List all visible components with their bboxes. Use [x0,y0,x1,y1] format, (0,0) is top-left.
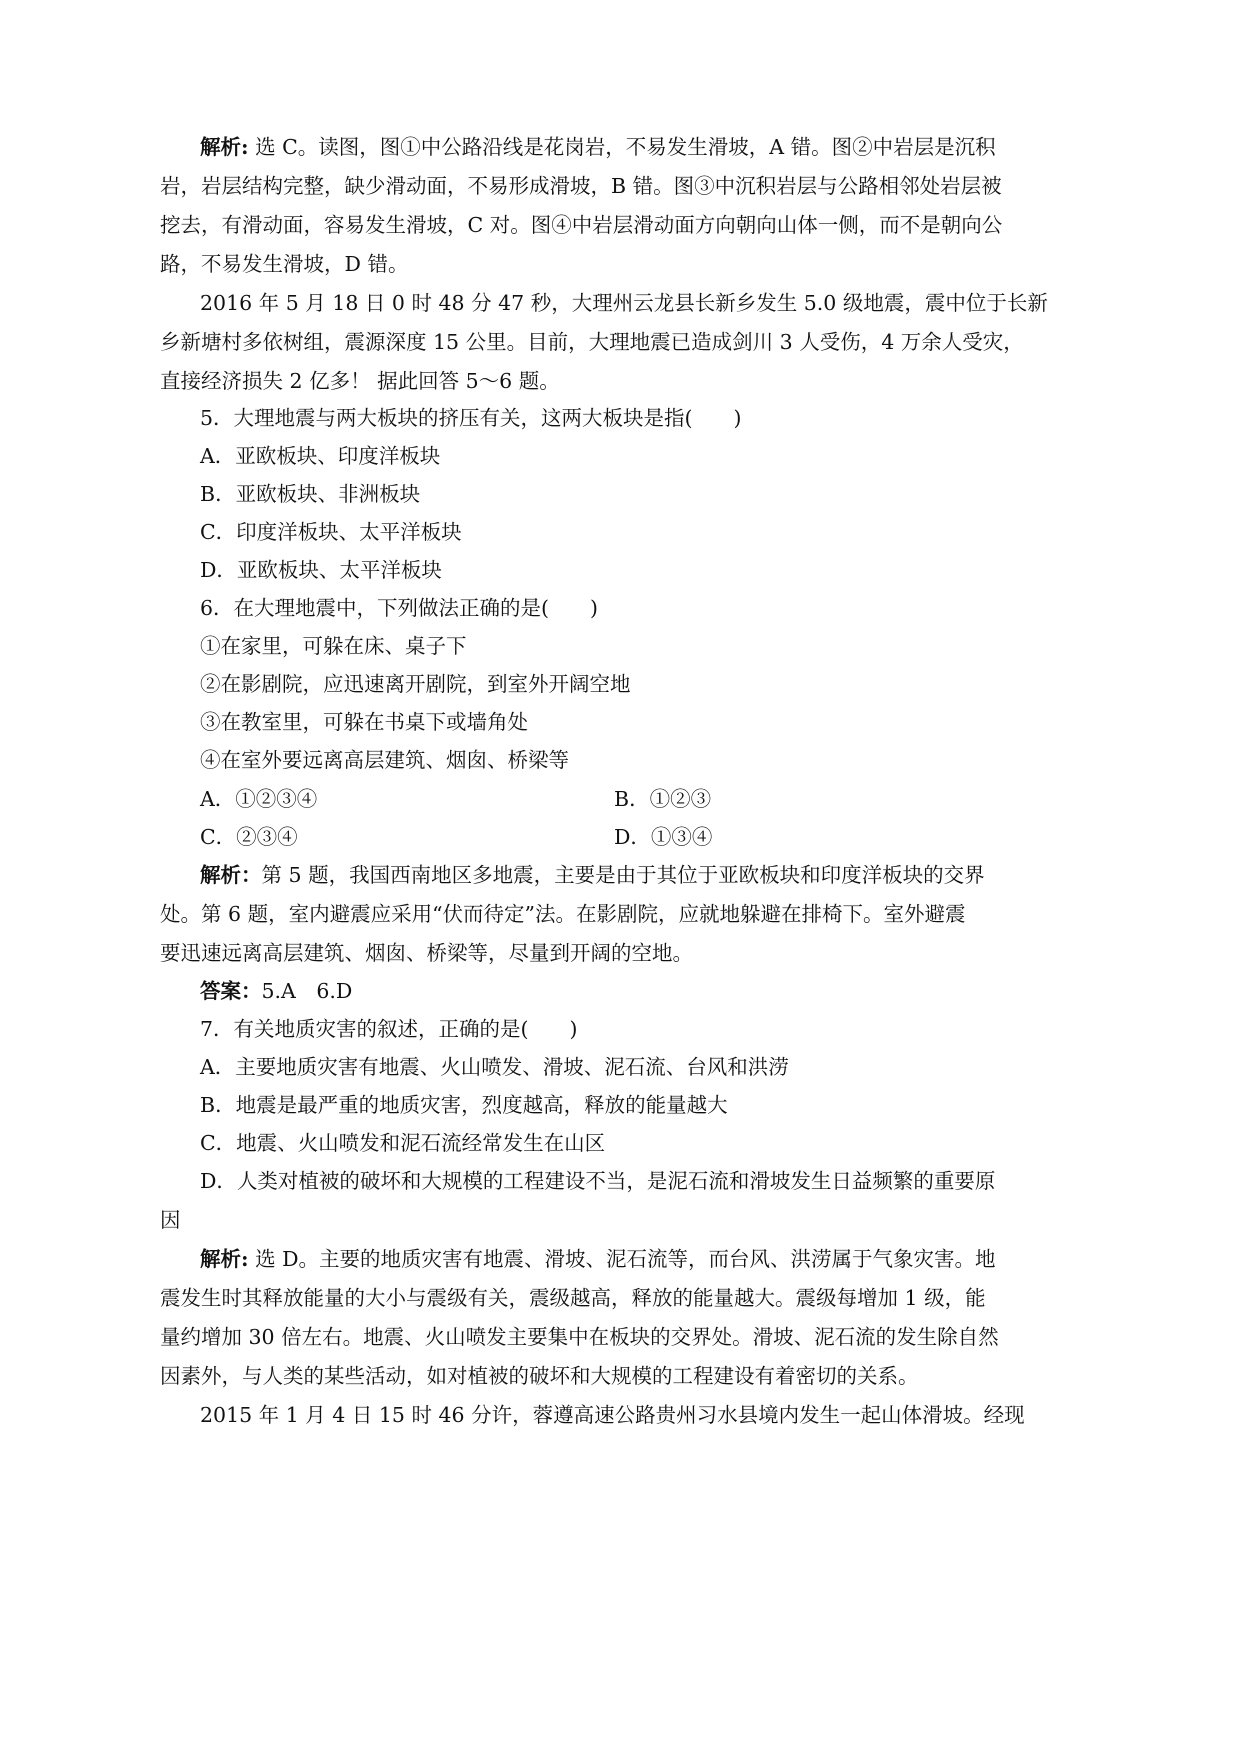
q6-item-2: ②在影剧院，应迅速离开剧院，到室外开阔空地 [200,672,631,696]
q6-option-c: C．②③④ [200,825,298,849]
analysis-label: 解析: [200,1247,249,1271]
q7-stem: 7．有关地质灾害的叙述，正确的是( ) [200,1017,578,1041]
material-1-line-1: 2016 年 5 月 18 日 0 时 48 分 47 秒，大理州云龙县长新乡发生 5.0 级地震，震中位于长新 [200,291,1048,315]
q7-analysis-line-4: 因素外，与人类的某些活动，如对植被的破坏和大规模的工程建设有着密切的关系。 [160,1364,919,1388]
q5-option-b: B．亚欧板块、非洲板块 [200,482,421,506]
q56-analysis-line-3: 要迅速远离高层建筑、烟囱、桥梁等，尽量到开阔的空地。 [160,941,693,965]
q4-analysis-line-4: 路，不易发生滑坡，D 错。 [160,252,409,276]
analysis-text: 选 D。主要的地质灾害有地震、滑坡、泥石流等，而台风、洪涝属于气象灾害。地 [255,1247,996,1271]
material-2-line-1: 2015 年 1 月 4 日 15 时 46 分许，蓉遵高速公路贵州习水县境内发生一起山体滑坡。经现 [200,1403,1025,1427]
q5-option-d: D．亚欧板块、太平洋板块 [200,558,442,582]
material-1-line-3: 直接经济损失 2 亿多！ 据此回答 5～6 题。 [160,369,560,393]
q5-option-c: C．印度洋板块、太平洋板块 [200,520,462,544]
q56-analysis-line-2: 处。第 6 题，室内避震应采用“伏而待定”法。在影剧院，应就地躲避在排椅下。室外避震 [160,902,966,926]
q6-option-d: D．①③④ [614,825,713,849]
q4-analysis-line-3: 挖去，有滑动面，容易发生滑坡，C 对。图④中岩层滑动面方向朝向山体一侧，而不是朝向公 [160,213,1003,237]
q4-analysis-line-2: 岩，岩层结构完整，缺少滑动面，不易形成滑坡，B 错。图③中沉积岩层与公路相邻处岩层被 [160,174,1002,198]
analysis-text: 选 C。读图，图①中公路沿线是花岗岩，不易发生滑坡，A 错。图②中岩层是沉积 [255,135,996,159]
q56-analysis-line-1 [200,860,985,890]
q6-item-1: ①在家里，可躲在床、桌子下 [200,634,467,658]
q7-analysis-line-1 [200,1244,996,1274]
q7-option-b: B．地震是最严重的地质灾害，烈度越高，释放的能量越大 [200,1093,728,1117]
q56-answer [200,976,352,1006]
q7-analysis-line-3: 量约增加 30 倍左右。地震、火山喷发主要集中在板块的交界处。滑坡、泥石流的发生除自然 [160,1325,999,1349]
q6-option-a: A．①②③④ [200,787,318,811]
q7-option-a: A．主要地质灾害有地震、火山喷发、滑坡、泥石流、台风和洪涝 [200,1055,789,1079]
q4-analysis-line-1 [200,132,996,162]
answer-label: 答案： [200,979,262,1003]
answer-text: 5.A 6.D [261,979,353,1003]
q7-analysis-line-2: 震发生时其释放能量的大小与震级有关，震级越高，释放的能量越大。震级每增加 1 级，能 [160,1286,986,1310]
q5-option-a: A．亚欧板块、印度洋板块 [200,444,441,468]
q7-option-c: C．地震、火山喷发和泥石流经常发生在山区 [200,1131,606,1155]
q5-stem: 5．大理地震与两大板块的挤压有关，这两大板块是指( ) [200,406,742,430]
analysis-text: 第 5 题，我国西南地区多地震，主要是由于其位于亚欧板块和印度洋板块的交界 [261,863,985,887]
q7-option-d: D．人类对植被的破坏和大规模的工程建设不当，是泥石流和滑坡发生日益频繁的重要原 [200,1169,996,1193]
q6-option-b: B．①②③ [614,787,712,811]
q6-stem: 6．在大理地震中，下列做法正确的是( ) [200,596,599,620]
q6-item-4: ④在室外要远离高层建筑、烟囱、桥梁等 [200,748,569,772]
q6-item-3: ③在教室里，可躲在书桌下或墙角处 [200,710,528,734]
material-1-line-2: 乡新塘村多依树组，震源深度 15 公里。目前，大理地震已造成剑川 3 人受伤，4 万余人受灾， [160,330,1024,354]
analysis-label: 解析： [200,863,262,887]
analysis-label: 解析: [200,135,249,159]
q7-option-d-continued: 因 [160,1208,181,1232]
